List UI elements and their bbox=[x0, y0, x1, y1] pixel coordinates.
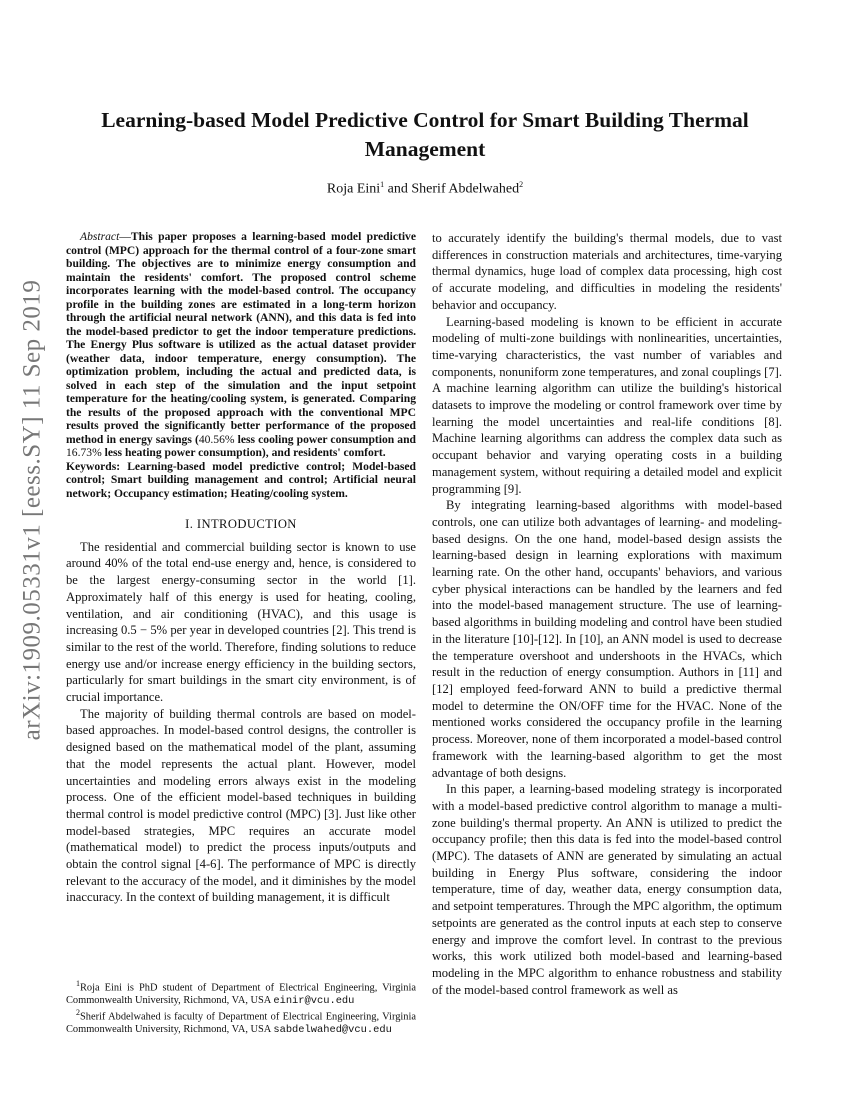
footnote-1 bbox=[66, 978, 416, 1007]
footnote-2-mark: 2 bbox=[76, 1007, 80, 1017]
author-1-affiliation-mark: 1 bbox=[380, 180, 385, 189]
author-2: Sherif Abdelwahed bbox=[411, 181, 520, 197]
abstract-dash: — bbox=[119, 230, 131, 243]
keywords-text: Learning-based model predictive control; Model-based control; Smart building management and control; Artificial neural network; Occupancy estimation; Heating/cooling system. bbox=[66, 459, 416, 500]
arxiv-identifier: arXiv:1909.05331v1 [eess.SY] 11 Sep 2019 bbox=[18, 279, 46, 741]
footnote-2-text: Sherif Abdelwahed is faculty of Department of Electrical Engineering, Virginia Commonwealth University, Richmond, VA, USA bbox=[66, 1011, 416, 1035]
left-column bbox=[66, 230, 416, 906]
author-2-affiliation-mark: 2 bbox=[519, 180, 524, 189]
footnote-2 bbox=[66, 1007, 416, 1036]
intro-paragraph-1: The residential and commercial building sector is known to use around 40% of the total end-use energy and, hence, is considered to be the largest energy-consuming sector in the world [1]. Approximately half of this energy is used for heating, cooling, ventilation, and air conditioning (HVAC), and this usage is increasing 0.5 − 5% per year in developed countries [2]. This trend is similar to the rest of the world. Therefore, finding solutions to reduce energy use and/or increase energy efficiency in the building sectors, particularly for smart buildings in the smart city environment, is of crucial importance. bbox=[66, 539, 416, 705]
abstract-text-3: less heating power consumption), and residents' comfort. bbox=[101, 446, 386, 459]
footnote-1-email: einir@vcu.edu bbox=[273, 994, 355, 1007]
arxiv-stamp bbox=[2, 279, 62, 741]
abstract-number-1: 40.56% bbox=[198, 432, 235, 446]
right-paragraph-4: In this paper, a learning-based modeling strategy is incorporated with a model-based predictive control algorithm to manage a multi-zone building's thermal property. An ANN is utilized to predict the occupancy profile; then this data is fed into the model-based control (MPC). The datasets of ANN are generated by simulating an actual building in Energy Plus software, considering the indoor temperature, time of day, weather data, energy consumption data, and setpoint temperatures. Through the MPC algorithm, the optimum setpoints are generated as the control inputs at each step to conserve energy and improve the comfort level. In contrast to the previous works, this work utilized both model-based and learning-based modeling in the MPC algorithm to enhance robustness and stability of the model-based control framework as well as bbox=[432, 782, 782, 997]
footnotes bbox=[66, 978, 416, 1036]
footnote-1-mark: 1 bbox=[76, 979, 80, 988]
right-paragraph-3: By integrating learning-based algorithms with model-based controls, one can utilize both advantages of learning- and modeling-based designs. On the one hand, model-based design assists the learning-based design in learning explorations with maximum learning rate. On the other hand, occupants' behaviors, and various cyber physical interactions can be handled by the learners and fed into the model-based management structure. The use of learning-based algorithms in building modeling and control have been studied in the literature [10]-[12]. In [10], an ANN model is used to decrease the temperature overshoot and undershoots in the HVACs, which result in the reduction of energy consumption. Authors in [11] and [12] employed feed-forward ANN to build a predictive thermal model to determine the ON/OFF time for the HVAC. None of the mentioned works considered the occupancy profile in the learning process. Moreover, none of them incorporated a model-based control framework with the learning-based algorithm to get the most advantage of both designs. bbox=[432, 498, 782, 780]
paper-title: Learning-based Model Predictive Control for Smart Building Thermal Management bbox=[101, 108, 749, 161]
abstract bbox=[66, 230, 416, 500]
abstract-label: Abstract bbox=[80, 230, 120, 243]
author-line bbox=[70, 180, 780, 198]
section-heading-introduction: I. INTRODUCTION bbox=[185, 517, 297, 531]
abstract-number-2: 16.73% bbox=[66, 446, 102, 459]
abstract-text-1: This paper proposes a learning-based model predictive control (MPC) approach for the thermal control of a four-zone smart building. The objectives are to minimize energy consumption and maintain the residents' comfort. The proposed control scheme incorporates learning with the model-based control. The occupancy profile in the building zones are estimated in a long-term horizon through the artificial neural network (ANN), and this data is fed into the model-based predictor to get the indoor temperature predictions. The Energy Plus software is utilized as the actual dataset provider (weather data, indoor temperature, energy consumption). The optimization problem, including the actual and predicted data, is solved in each step of the simulation and the input setpoint temperature for the heating/cooling system, is generated. Comparing the results of the proposed approach with the conventional MPC results proved the significantly better performance of the proposed method in energy savings ( bbox=[66, 230, 416, 446]
author-conjunction: and bbox=[384, 181, 412, 197]
abstract-text-2: less cooling power consumption and bbox=[234, 432, 417, 446]
author-1: Roja Eini bbox=[326, 181, 381, 197]
intro-paragraph-2: The majority of building thermal controls are based on model-based approaches. In model-based control designs, the controller is designed based on the mathematical model of the plant, assuming that the model represents the actual plant. However, model uncertainties and modeling errors always exist in the modeling process. One of the efficient model-based techniques in building thermal control is model predictive control (MPC) [3]. Just like other model-based strategies, MPC requires an accurate model (mathematical model) to predict the process inputs/outputs and obtain the control signal [4-6]. The performance of MPC is directly relevant to the accuracy of the model, and it diminishes by the model inaccuracy. In the context of building management, it is difficult bbox=[66, 706, 416, 905]
footnote-2-email: sabdelwahed@vcu.edu bbox=[273, 1023, 392, 1036]
right-paragraph-2: Learning-based modeling is known to be efficient in accurate modeling of multi-zone buildings with nonlinearities, uncertainties, time-varying characteristics, the vast number of variables and components, nonuniform zone temperatures, and zonal couplings [7]. A machine learning algorithm can utilize the building's historical datasets to improve the modeling or control framework over time by learning the model uncertainties and real-life conditions [8]. Machine learning algorithms can address the complex data such as occupant behavior and varying operating costs in a building management system, without requiring a detailed model and explicit programming [9]. bbox=[432, 314, 782, 496]
right-paragraph-1: to accurately identify the building's thermal models, due to vast differences in construction materials and architectures, time-varying thermal dynamics, huge load of complex data processing, high cost of accurate modeling, and difficulties in modeling the residents' behavior and occupancy. bbox=[432, 231, 782, 312]
right-column bbox=[432, 230, 782, 998]
footnote-1-text: Roja Eini is PhD student of Department of Electrical Engineering, Virginia Commonwealth University, Richmond, VA, USA bbox=[66, 982, 416, 1006]
keywords-label: Keywords: bbox=[66, 459, 121, 473]
